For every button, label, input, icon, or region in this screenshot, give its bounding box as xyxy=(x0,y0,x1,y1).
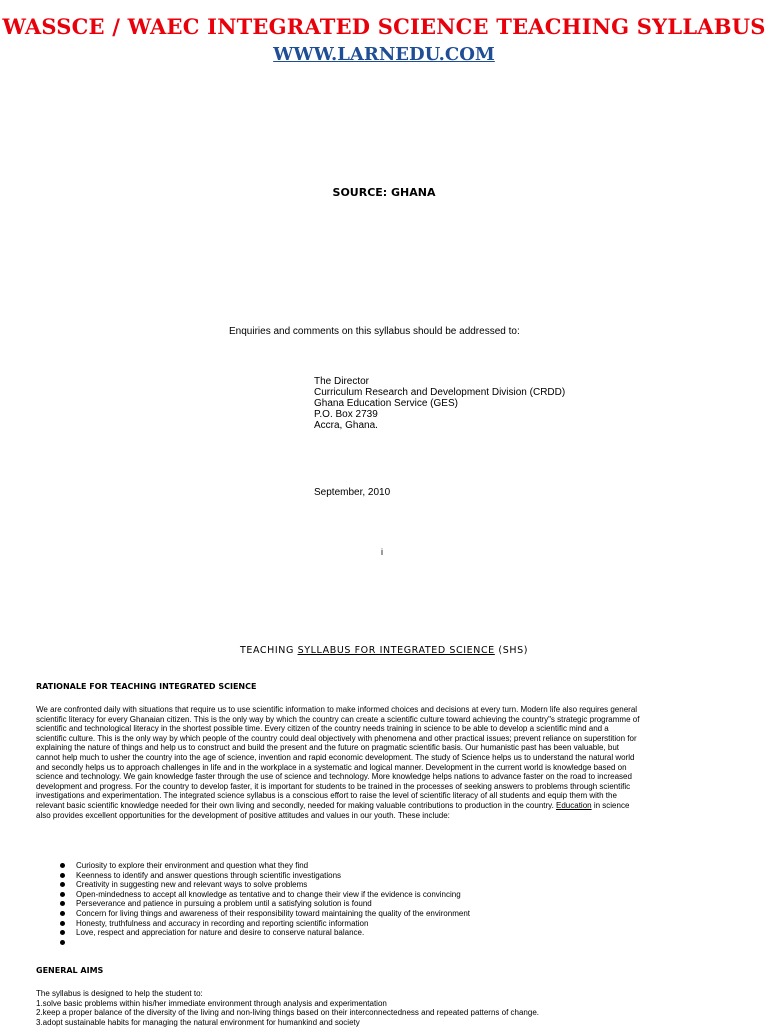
general-aims-heading: GENERAL AIMS xyxy=(36,966,104,975)
address-line: Accra, Ghana. xyxy=(314,420,378,431)
address-line: Ghana Education Service (GES) xyxy=(314,398,458,409)
rationale-paragraph xyxy=(36,705,640,820)
rationale-text-end: in science also provides excellent opportunities for the development of positive attitudes and values in our youth. These include: xyxy=(36,800,630,820)
document-title: WASSCE / WAEC INTEGRATED SCIENCE TEACHING SYLLABUS xyxy=(2,14,766,39)
list-item: Honesty, truthfulness and accuracy in recording and reporting scientific information xyxy=(60,919,470,929)
aim-item: 2.keep a proper balance of the diversity of the living and non-living things based on their interconnectedness and repeated patterns of change. xyxy=(36,1008,539,1018)
bullet-icon xyxy=(60,892,65,897)
rationale-text: We are confronted daily with situations that require us to use scientific information to make informed choices and decisions at every turn. Modern life also requires general scientific literacy for every Ghanaian citizen. This is the only way by which the country can create a scientific culture toward achieving the country"s strategic programme of scientific and technological literacy in the shortest possible time. Every citizen of the country needs training in science to be able to develop a scientific mind and a scientific culture. This is the only way by which people of the country could deal objectively with phenomena and other practical issues; prevent reliance on superstition for explaining the nature of things and help us to construct and build the present and the future on pragmatic scientific basis. Our humanistic past has been valuable, but cannot help much to usher the country into the age of science, invention and rapid economic development. The study of Science helps us to understand the natural world and secondly helps us to approach challenges in life and in the workplace in a systematic and logical manner. Development in the current world is knowledge based on science and technology. We gain knowledge faster through the use of science and technology. More knowledge helps nations to advance faster on the road to increased development and progress. For the country to develop faster, it is important for students to be trained in the processes of seeking answers to problems through scientific investigations and experimentation. The integrated science syllabus is a conscious effort to raise the level of scientific literacy of all students and equip them with the relevant basic scientific knowledge needed for their own living and secondly, needed for making valuable contributions to production in the country. xyxy=(36,705,640,810)
aim-item: 1.solve basic problems within his/her immediate environment through analysis and experimentation xyxy=(36,998,387,1008)
list-item: Open-mindedness to accept all knowledge as tentative and to change their view if the evidence is convincing xyxy=(60,890,470,900)
education-link[interactable]: Education xyxy=(556,800,592,810)
bullet-icon xyxy=(60,930,65,935)
list-item: Keenness to identify and answer questions through scientific investigations xyxy=(60,871,470,881)
bullet-icon xyxy=(60,921,65,926)
enquiries-text: Enquiries and comments on this syllabus should be addressed to: xyxy=(229,326,520,337)
heading-suffix: (SHS) xyxy=(494,645,529,656)
rationale-heading: RATIONALE FOR TEACHING INTEGRATED SCIENCE xyxy=(36,682,257,691)
address-line: Curriculum Research and Development Division (CRDD) xyxy=(314,387,566,398)
list-item: Creativity in suggesting new and relevant ways to solve problems xyxy=(60,880,470,890)
syllabus-link[interactable]: SYLLABUS FOR INTEGRATED SCIENCE xyxy=(297,645,495,656)
bullet-icon xyxy=(60,873,65,878)
bullet-icon xyxy=(60,911,65,916)
aim-item: 3.adopt sustainable habits for managing the natural environment for humankind and society xyxy=(36,1017,360,1027)
bullet-icon xyxy=(60,940,65,945)
bullet-icon xyxy=(60,901,65,906)
page-number: i xyxy=(381,547,383,557)
general-aims-block xyxy=(36,989,539,1027)
list-item: Perseverance and patience in pursuing a problem until a satisfying solution is found xyxy=(60,899,470,909)
list-item xyxy=(60,938,470,948)
list-item: Love, respect and appreciation for nature and desire to conserve natural balance. xyxy=(60,928,470,938)
list-item: Concern for living things and awareness of their responsibility toward maintaining the quality of the environment xyxy=(60,909,470,919)
website-link[interactable]: WWW.LARNEDU.COM xyxy=(273,44,495,65)
date-text: September, 2010 xyxy=(314,487,391,498)
address-block xyxy=(314,376,565,431)
aims-intro: The syllabus is designed to help the student to: xyxy=(36,989,203,998)
address-line: The Director xyxy=(314,376,370,387)
list-item: Curiosity to explore their environment and question what they find xyxy=(60,861,470,871)
source-line: SOURCE: GHANA xyxy=(332,186,436,199)
address-line: P.O. Box 2739 xyxy=(314,409,378,420)
values-list xyxy=(60,861,470,947)
bullet-icon xyxy=(60,863,65,868)
bullet-icon xyxy=(60,882,65,887)
heading-prefix: TEACHING xyxy=(239,645,298,656)
teaching-syllabus-heading xyxy=(0,645,768,656)
